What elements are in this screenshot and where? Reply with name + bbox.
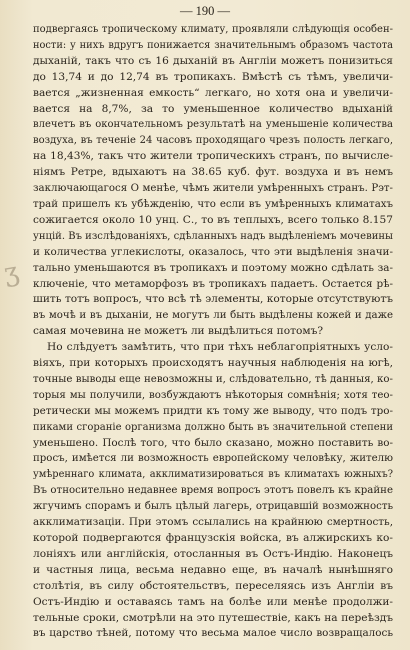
text-line: шить тотъ вопросъ, что всѣ тѣ элементы, которые отсутствуютъ	[33, 293, 393, 306]
page-number: — 190 —	[180, 4, 230, 18]
text-line: жгучимъ спорамъ и былъ цѣлый лагерь, отрицавшій возможность	[33, 501, 393, 513]
text-line: тельные сроки, смотрѣли на это путешествіе, какъ на переѣздъ	[33, 611, 393, 624]
body-text	[33, 22, 393, 642]
text-line: унцій. Въ изслѣдованіяхъ, сдѣланныхъ надъ выдѣленіемъ мочевины	[33, 230, 393, 242]
text-line: столѣтія, въ силу обстоятельствъ, переселяясь изъ Англіи въ	[33, 579, 393, 592]
text-line: вается на 8,7%, за то уменьшенное количество вдыханій	[33, 102, 393, 115]
text-line: ключеніе, что метаморфозъ въ тропикахъ падаетъ. Остается рѣ-	[33, 277, 393, 290]
text-line: въ мочѣ и въ дыханіи, не могутъ ли быть выдѣлены кожей и даже	[33, 310, 393, 322]
text-line: Остъ-Индію и оставаясь тамъ на болѣе или менѣе продолжи-	[33, 595, 393, 608]
text-line: подвергаясь тропическому климату, проявляли слѣдующія особен-	[33, 24, 393, 35]
text-line: тально уменьшаются въ тропикахъ и поэтому можно сдѣлать за-	[33, 261, 393, 274]
text-line: воздуха, въ теченіе 24 часовъ проходящаго чрезъ полость легкаго,	[33, 135, 393, 147]
text-line: которой подвергаются французскія войска, въ алжирскихъ ко-	[33, 532, 393, 544]
text-line: віяхъ, при которыхъ происходятъ научныя наблюденія на югѣ,	[33, 357, 393, 370]
text-line: ніямъ Ретре, вдыхаютъ на 38.65 куб. фут. воздуха и въ немъ	[33, 166, 393, 179]
text-line: самая мочевина не можетъ ли выдѣлиться потомъ?	[33, 325, 324, 338]
text-line: просъ, имѣется ли возможность европейскому человѣку, жителю	[33, 453, 393, 465]
text-line: и частныя лица, весьма недавно еще, въ началѣ нынѣшняго	[33, 563, 393, 576]
text-line: и количества углекислоты, оказалось, что эти выдѣленія значи-	[33, 245, 393, 258]
text-line: въ царство тѣней, потому что весьма малое число возвращалось	[33, 627, 393, 640]
text-line: на 18,43%, такъ что жители тропическихъ странъ, по вычисле-	[33, 150, 393, 163]
text-line: до 13,74 и до 12,74 въ тропикахъ. Вмѣстѣ съ тѣмъ, увеличи-	[33, 70, 393, 83]
text-line: точные выводы еще невозможны и, слѣдовательно, тѣ данныя, ко-	[33, 373, 393, 385]
text-line: дыханій, такъ что съ 16 дыханій въ Англіи можетъ понизиться	[33, 54, 393, 67]
margin-pencil-mark: ʒ	[1, 256, 22, 290]
text-line: заключающагося O менѣе, чѣмъ жители умѣренныхъ странъ. Рэт-	[33, 183, 393, 195]
text-line: влечетъ въ окончательномъ результатѣ на уменьшеніе количества	[33, 119, 393, 131]
text-line: вается „жизненная емкость“ легкаго, но хотя она и увеличи-	[33, 86, 393, 99]
text-line: лоніяхъ или англійскія, отосланныя въ Остъ-Индію. Наконецъ	[33, 547, 393, 560]
text-line: уменьшено. Послѣ того, что было сказано, можно поставить во-	[33, 436, 393, 449]
text-line: ретически мы можемъ придти къ тому же выводу, что подъ тро-	[33, 404, 393, 417]
text-line: умѣреннаго климата, акклиматизироваться въ климатахъ южныхъ?	[33, 469, 393, 481]
text-line: пиками сгораніе организма должно быть въ значительной степени	[33, 421, 393, 433]
text-line: ности: у нихъ вдругъ понижается значительнымъ образомъ частота	[33, 39, 393, 51]
text-line: трай пришелъ къ убѣжденію, что если въ умѣренныхъ климатахъ	[33, 198, 393, 210]
text-line: сожигается около 10 унц. С., то въ теплыхъ, всего только 8.157	[33, 213, 393, 226]
text-line: Въ относительно недавнее время вопросъ этотъ повелъ къ крайне	[33, 485, 393, 497]
text-line: Но слѣдуетъ замѣтить, что при тѣхъ неблагопріятныхъ усло-	[47, 341, 393, 354]
text-line: торыя мы получили, возбуждаютъ нѣкоторыя сомнѣнія; хотя тео-	[33, 389, 393, 401]
text-line: акклиматизаціи. При этомъ ссылались на крайнюю смертность,	[33, 516, 393, 529]
